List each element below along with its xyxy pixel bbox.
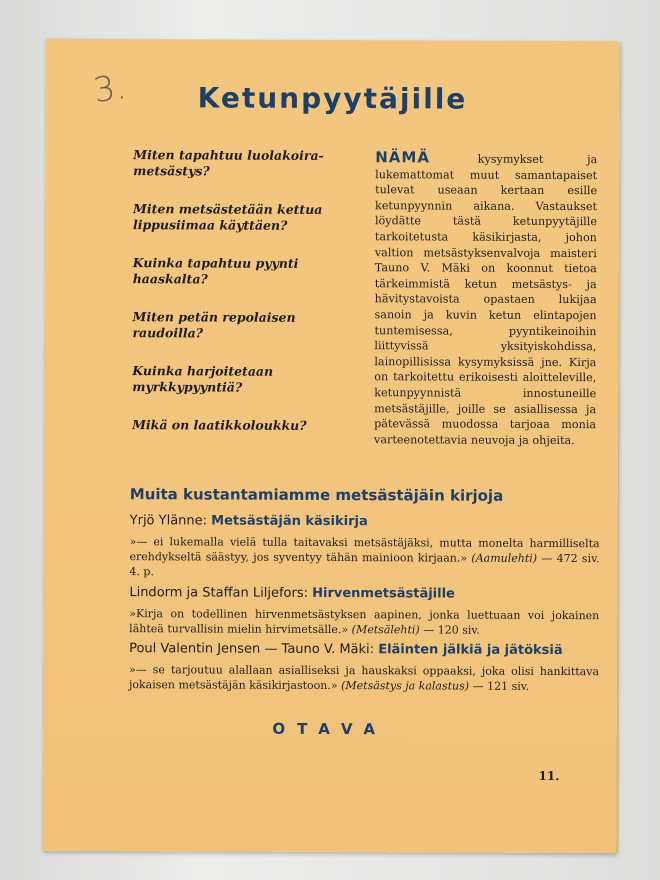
book-details: — 121 siv. <box>472 679 530 693</box>
page-title: Ketunpyytäjille <box>197 81 468 116</box>
book-review <box>129 662 599 694</box>
question-item: Miten petän repolaisen raudoilla? <box>132 309 296 341</box>
question-list <box>132 147 353 456</box>
question-item: Kuinka tapahtuu pyynti haaskalta? <box>132 255 299 287</box>
book-entry <box>129 585 599 638</box>
question-item: Kuinka harjoitetaan myrkkypyyntiä? <box>132 363 274 395</box>
page-number: 11. <box>538 768 560 783</box>
book-details: — 120 siv. <box>423 623 480 637</box>
intro-paragraph <box>374 150 597 448</box>
review-quote: »— ei lukemalla vielä tulla taitavaksi metsästäjäksi, mutta monelta harmilliselta erehdykseltä säästyy, jos syventyy tähän mainioon kirjaan.» <box>129 535 600 565</box>
book-header <box>129 641 599 658</box>
intro-text: kysymykset ja lukemattomat muut samantapaiset tulevat useaan kertaan esille ketunpyynnin aikana. Vastaukset löydätte tästä ketunpyytäjille tarkoitetusta käsikirjasta, johon valtion metsästyksenvalvoja maisteri Tauno V. Mäki on koonnut tietoa tärkeimmistä ketun metsästys- ja hävitystavoista opastaen lukijaa sanoin ja kuvin ketun elintapojen tuntemisessa, pyyntikeinoihin liittyvissä yksityiskohdissa, lainopillisissa kysymyksissä jne. Kirja on tarkoitettu erikoisesti aloitteleville, ketunpyynnistä innostuneille metsästäjille, joille se asiallisessa ja pätevässä muodossa tarjoaa monia varteenotettavia neuvoja ja ohjeita. <box>374 152 598 447</box>
publisher-name: OTAVA <box>272 719 388 739</box>
book-title: Eläinten jälkiä ja jätöksiä <box>378 642 563 659</box>
review-quote: »— se tarjoutuu alallaan asialliseksi ja hauskaksi oppaaksi, joka olisi hankittava jokaisen metsästäjän käsikirjastoon.» <box>128 663 600 693</box>
review-source: (Metsälehti) <box>351 623 420 637</box>
book-author: Poul Valentin Jensen — Tauno V. Mäki: <box>129 641 375 658</box>
question-item: Miten metsästetään kettua lippusiimaa käyttäen? <box>132 201 323 233</box>
book-review <box>129 534 599 581</box>
book-details: — 472 siv. 4. p. <box>129 551 600 579</box>
booklet-page <box>42 39 620 853</box>
review-source: (Aamulehti) <box>471 551 538 565</box>
review-quote: »Kirja on todellinen hirvenmetsästyksen aapinen, jonka luettuaan voi jokainen lähteä turvallisin mielin hirvimetsälle.» <box>129 607 600 637</box>
intro-lead: NÄMÄ <box>375 148 431 167</box>
book-author: Lindorm ja Staffan Liljefors: <box>129 585 309 601</box>
other-books-heading: Muita kustantamiamme metsästäjäin kirjoja <box>129 485 504 505</box>
question-item: Mikä on laatikkoloukku? <box>132 417 307 433</box>
book-entry <box>129 513 599 581</box>
book-review <box>129 606 599 638</box>
handwritten-mark: 3. <box>91 67 129 112</box>
book-author: Yrjö Ylänne: <box>129 513 208 529</box>
question-item: Miten tapahtuu luolakoira-metsästys? <box>133 147 324 179</box>
book-header <box>129 585 599 602</box>
book-entry <box>129 641 599 694</box>
book-header <box>130 513 600 530</box>
review-source: (Metsästys ja kalastus) <box>341 679 470 693</box>
book-title: Metsästäjän käsikirja <box>211 513 368 530</box>
book-title: Hirvenmetsästäjille <box>312 585 455 602</box>
